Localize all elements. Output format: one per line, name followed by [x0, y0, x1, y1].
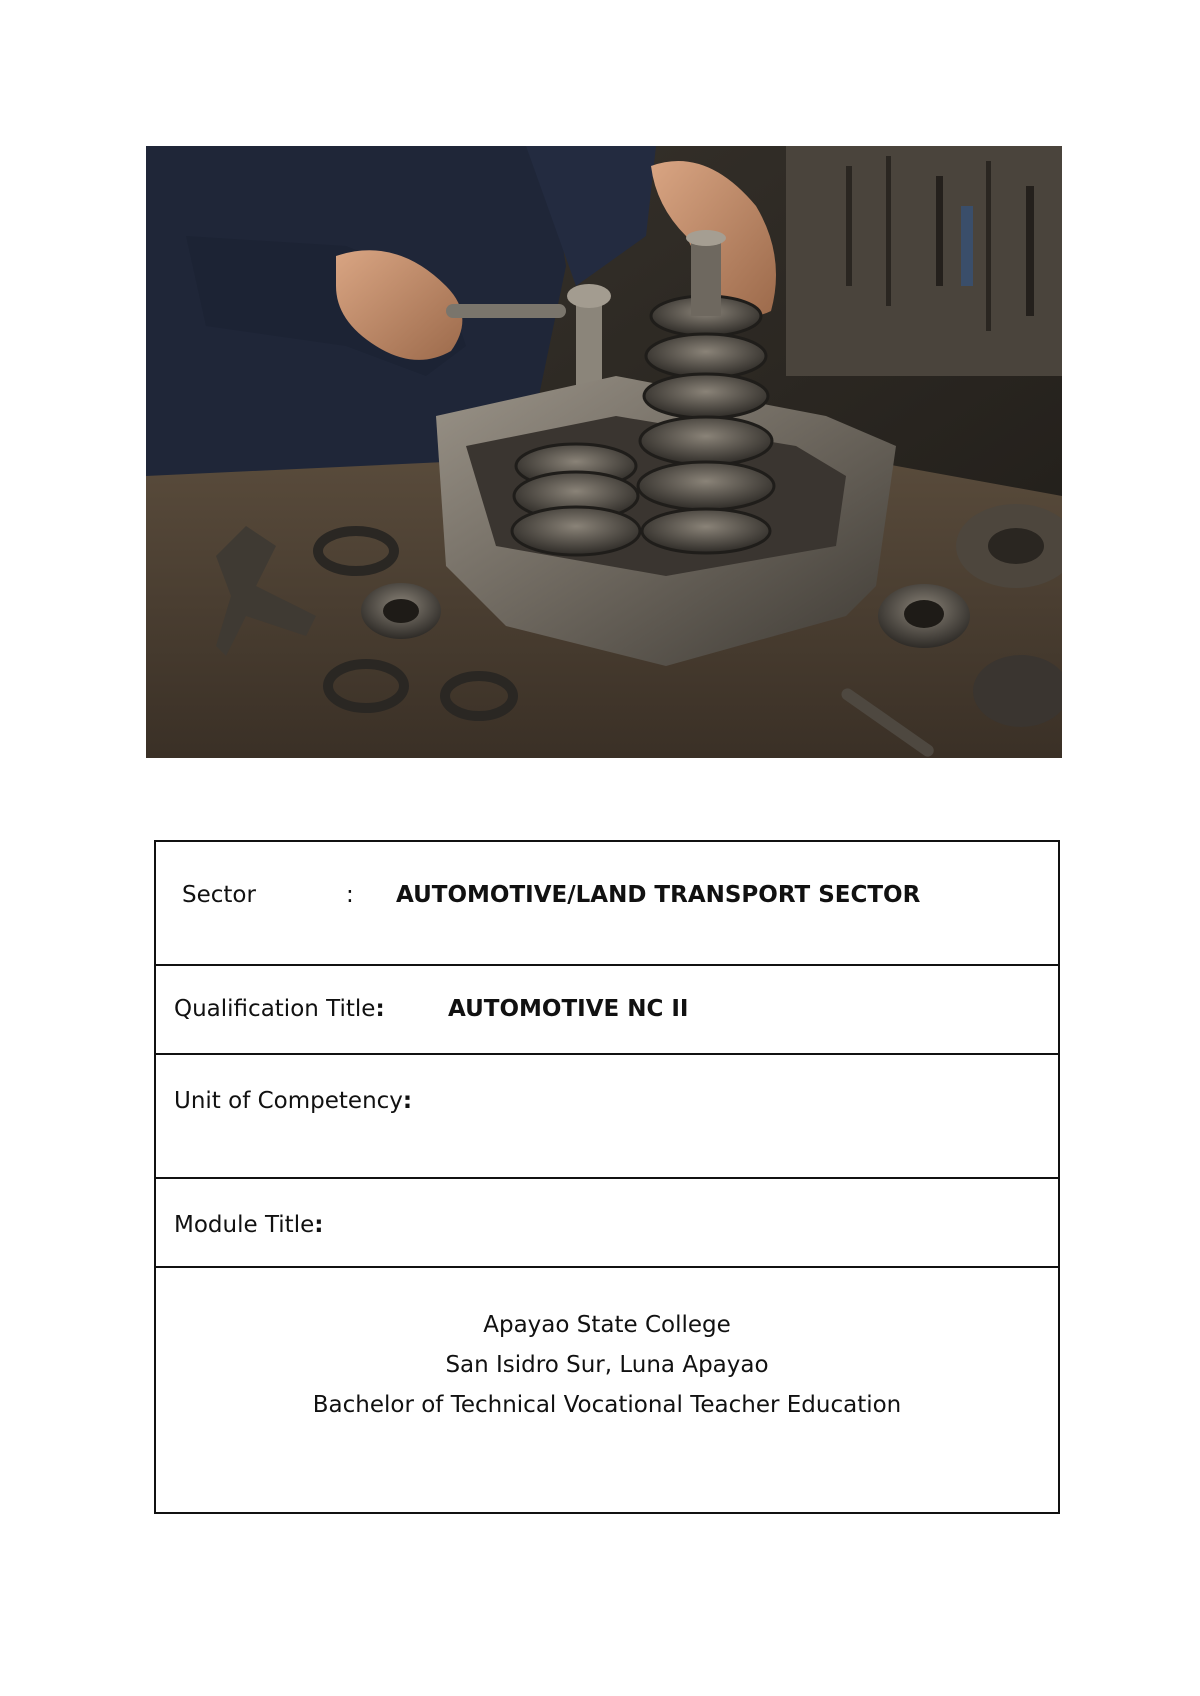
sector-value: AUTOMOTIVE/LAND TRANSPORT SECTOR [396, 882, 921, 908]
module-colon: : [314, 1212, 324, 1238]
unit-label-group [174, 1088, 412, 1114]
sector-separator: : [346, 882, 354, 908]
module-label: Module Title [174, 1212, 315, 1238]
school-address: San Isidro Sur, Luna Apayao [445, 1352, 769, 1378]
qualification-value: AUTOMOTIVE NC II [448, 996, 689, 1022]
unit-label: Unit of Competency [174, 1088, 403, 1114]
sector-label: Sector [182, 882, 256, 908]
qualification-label-group [174, 996, 385, 1022]
school-name: Apayao State College [483, 1312, 731, 1338]
unit-colon: : [402, 1088, 413, 1114]
school-info [156, 1305, 1058, 1425]
school-row [156, 1268, 1058, 1512]
qualification-label: Qualification Title [174, 996, 376, 1022]
qualification-row [156, 966, 1058, 1055]
module-label-group [174, 1212, 323, 1238]
qualification-colon: : [375, 996, 385, 1022]
module-title-row [156, 1179, 1058, 1268]
school-program: Bachelor of Technical Vocational Teacher Education [312, 1392, 902, 1418]
module-info-table [154, 840, 1060, 1514]
transmission-gearbox-photo [146, 146, 1062, 758]
sector-row [156, 842, 1058, 966]
unit-of-competency-row [156, 1055, 1058, 1179]
